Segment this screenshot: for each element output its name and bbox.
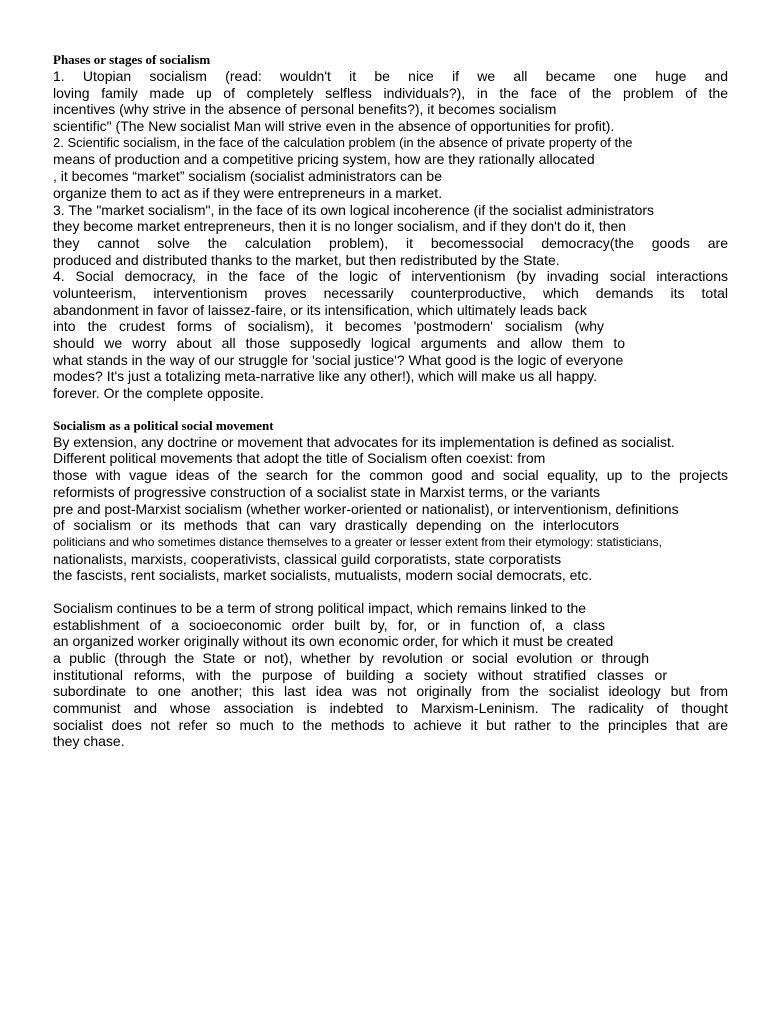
paragraph-line: establishment of a socioeconomic order built by, for, or in function of, a class — [53, 616, 605, 633]
paragraph-line: incentives (why strive in the absence of personal benefits?), it becomes socialism — [53, 101, 557, 118]
paragraph-line: what stands in the way of our struggle for 'social justice'? What good is the logic of everyone — [53, 351, 624, 368]
paragraph-line: , it becomes “market” socialism (socialist administrators can be — [53, 168, 443, 185]
paragraph-line: 1. Utopian socialism (read: wouldn't it be nice if we all became one huge and — [53, 68, 728, 84]
paragraph-line: 3. The "market socialism", in the face of its own logical incoherence (if the socialist administrators — [53, 201, 655, 218]
paragraph-line: Socialism continues to be a term of strong political impact, which remains linked to the — [53, 599, 587, 616]
paragraph-line: scientific" (The New socialist Man will strive even in the absence of opportunities for profit). — [53, 118, 615, 135]
paragraph-line: subordinate to one another; this last idea was not originally from the socialist ideology but from — [53, 683, 728, 700]
section-heading-phases: Phases or stages of socialism — [53, 52, 211, 67]
paragraph-line: the fascists, rent socialists, market socialists, mutualists, modern social democrats, etc. — [53, 567, 593, 584]
paragraph-line: into the crudest forms of socialism), it becomes 'postmodern' socialism (why — [53, 318, 604, 335]
paragraph-line: 2. Scientific socialism, in the face of the calculation problem (in the absence of private property of the — [53, 134, 633, 150]
paragraph-line: those with vague ideas of the search for the common good and social equality, up to the projects — [53, 467, 728, 484]
paragraph-line: modes? It's just a totalizing meta-narrative like any other!), which will make us all happy. — [53, 368, 597, 385]
paragraph-line: Different political movements that adopt the title of Socialism often coexist: from — [53, 450, 546, 467]
paragraph-line: pre and post-Marxist socialism (whether worker-oriented or nationalist), or interventionism, definitions — [53, 500, 679, 517]
paragraph-line: means of production and a competitive pricing system, how are they rationally allocated — [53, 151, 595, 168]
paragraph-line: produced and distributed thanks to the market, but then redistributed by the State. — [53, 251, 560, 268]
paragraph-line: they chase. — [53, 733, 125, 750]
section-heading-political-movement: Socialism as a political social movement — [53, 417, 274, 433]
paragraph-line: institutional reforms, with the purpose of building a society without stratified classes or — [53, 666, 667, 683]
paragraph-line: of socialism or its methods that can vary drastically depending on the interlocutors — [53, 517, 619, 534]
paragraph-line: socialist does not refer so much to the methods to achieve it but rather to the principles that are — [53, 716, 728, 733]
paragraph-line: abandonment in favor of laissez-faire, or its intensification, which ultimately leads back — [53, 301, 587, 318]
paragraph-line: By extension, any doctrine or movement that advocates for its implementation is defined as socialist. — [53, 433, 675, 450]
paragraph-line: should we worry about all those supposedly logical arguments and allow them to — [53, 335, 625, 351]
paragraph-line: nationalists, marxists, cooperativists, classical guild corporatists, state corporatists — [53, 550, 562, 567]
paragraph-line: they become market entrepreneurs, then it is no longer socialism, and if they don't do it, then — [53, 218, 627, 235]
paragraph-line: reformists of progressive construction of a socialist state in Marxist terms, or the variants — [53, 483, 600, 500]
paragraph-line: loving family made up of completely selfless individuals?), in the face of the problem of the — [53, 84, 728, 101]
paragraph-line: forever. Or the complete opposite. — [53, 385, 264, 402]
paragraph-line: they cannot solve the calculation problem), it becomessocial democracy(the goods are — [53, 234, 728, 251]
paragraph-line: communist and whose association is indebted to Marxism-Leninism. The radicality of thought — [53, 700, 728, 717]
paragraph-line: volunteerism, interventionism proves necessarily counterproductive, which demands its total — [53, 284, 728, 301]
paragraph-line: a public (through the State or not), whether by revolution or social evolution or through — [53, 650, 649, 666]
paragraph-line: politicians and who sometimes distance themselves to a greater or lesser extent from their etymology: statisticians, — [53, 534, 662, 549]
paragraph-line: organize them to act as if they were entrepreneurs in a market. — [53, 184, 443, 201]
paragraph-line: 4. Social democracy, in the face of the logic of interventionism (by invading social interactions — [53, 268, 728, 285]
document-page — [53, 52, 728, 750]
paragraph-line: an organized worker originally without its own economic order, for which it must be created — [53, 633, 614, 650]
